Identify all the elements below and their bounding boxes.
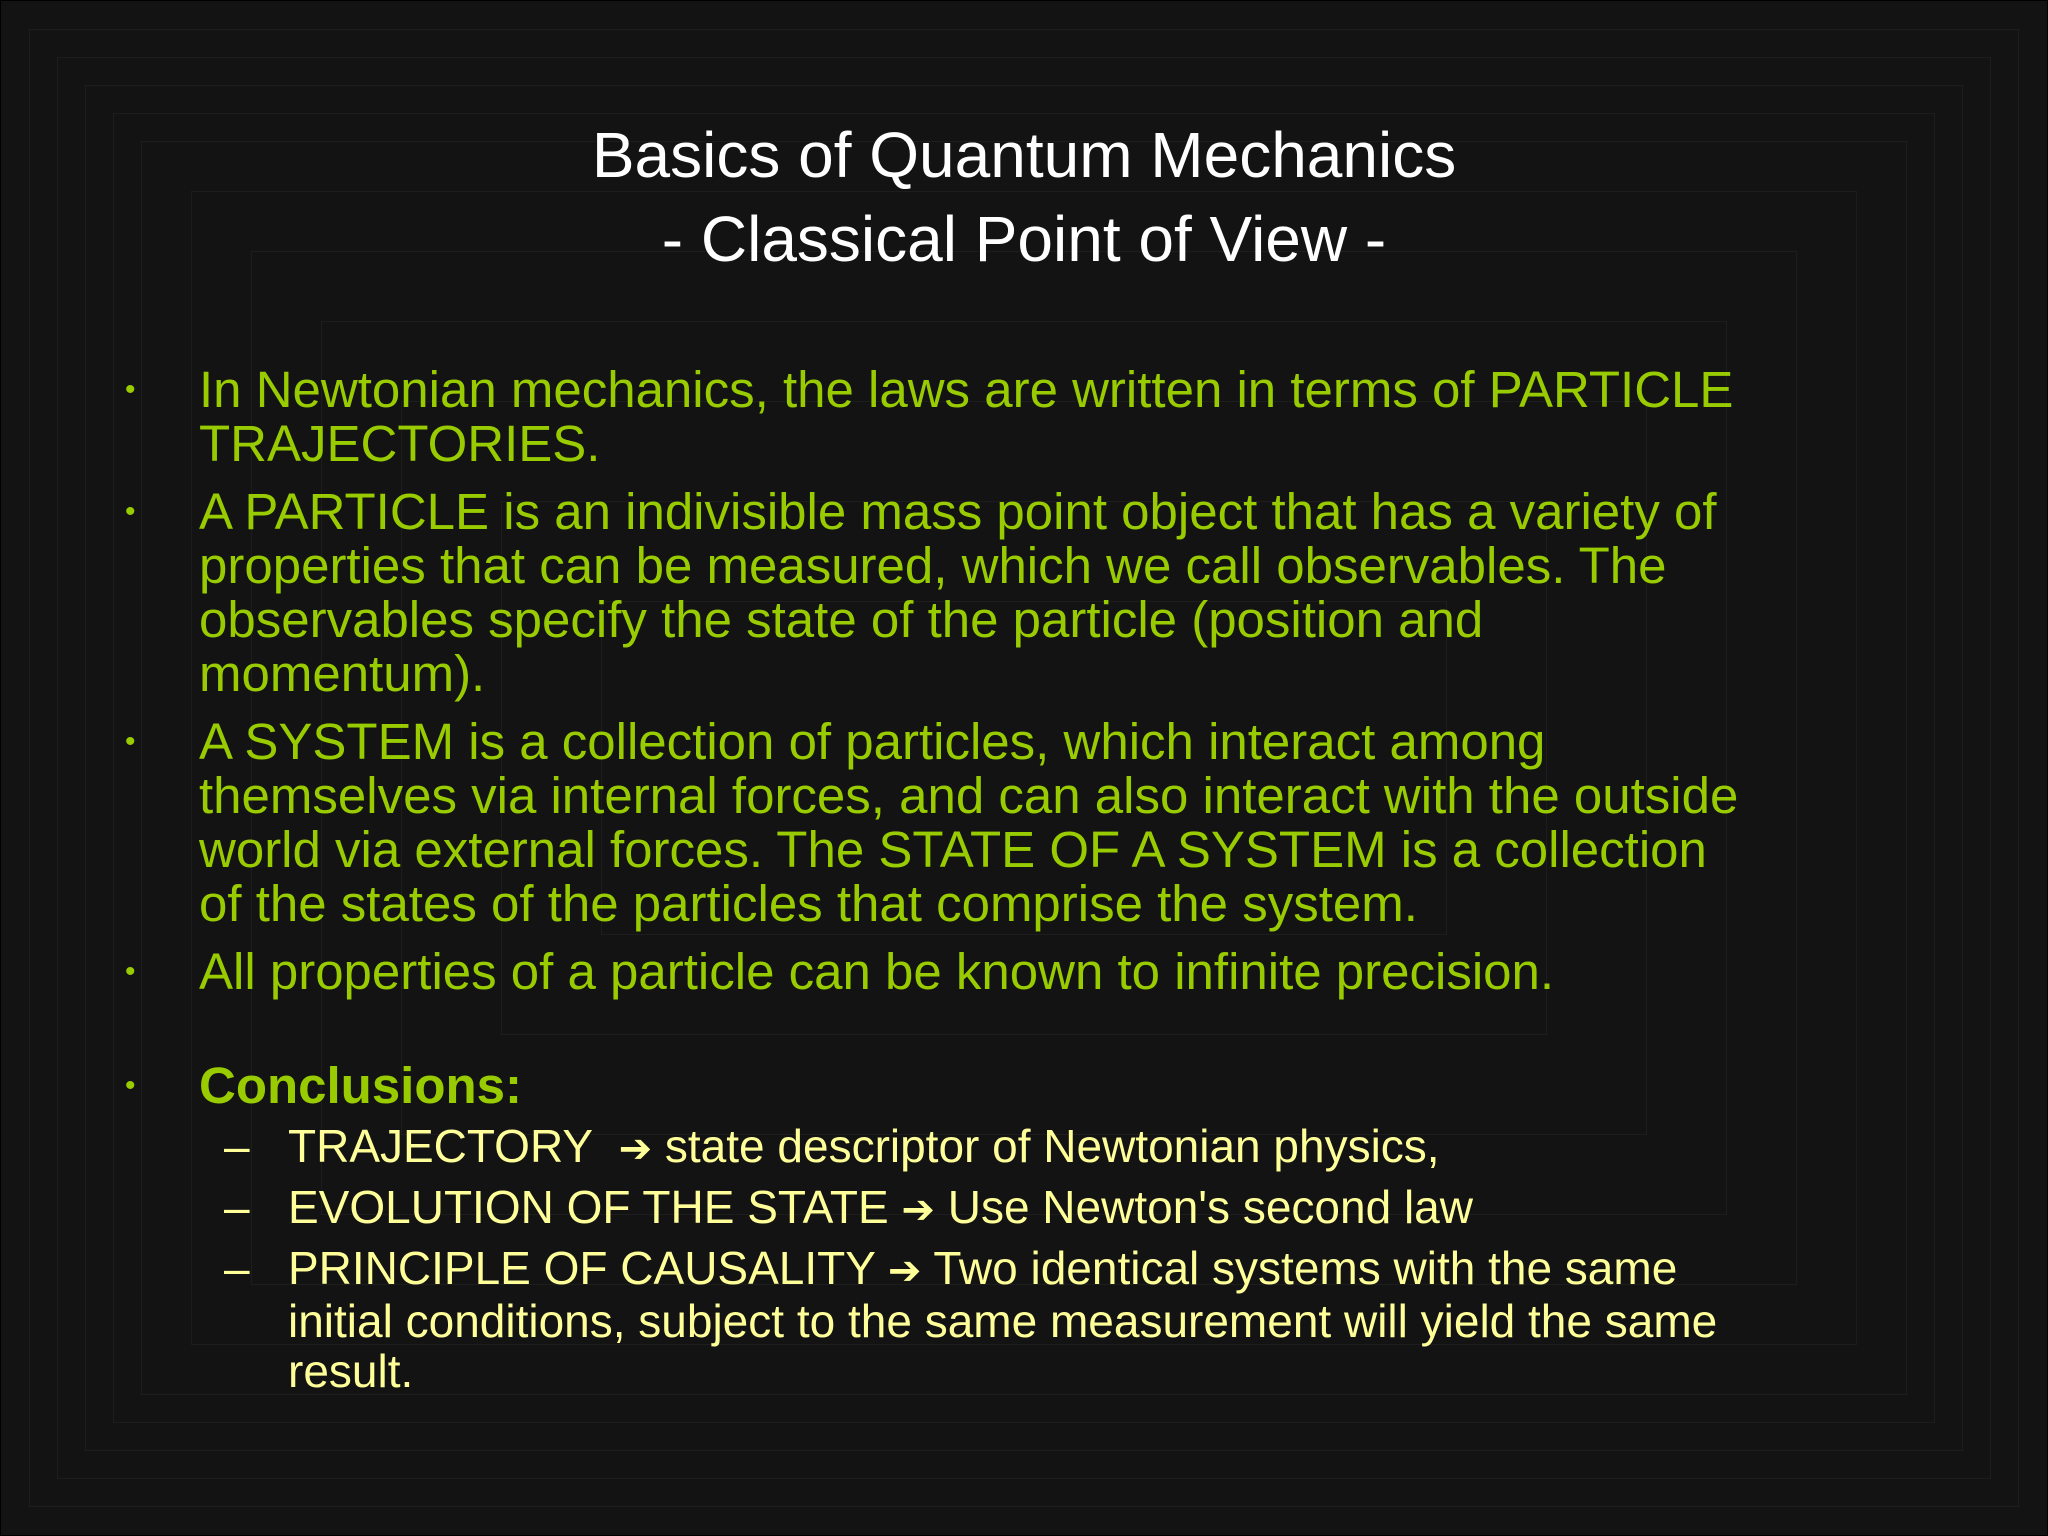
conclusion-text: state descriptor of Newtonian physics, xyxy=(664,1120,1440,1172)
slide-title xyxy=(1,113,2047,281)
conclusion-line xyxy=(288,1243,1919,1296)
bullet-line: world via external forces. The STATE OF A SYSTEM is a collection xyxy=(199,821,1707,878)
bullet-dot: • xyxy=(125,1069,136,1102)
bullet-item xyxy=(1,715,1919,931)
right-arrow-icon: ➔ xyxy=(901,1187,935,1233)
bullet-list xyxy=(1,363,2047,1410)
conclusion-item xyxy=(199,1243,1919,1396)
bullet-item xyxy=(1,485,1919,701)
conclusion-line: initial conditions, subject to the same measurement will yield the same xyxy=(288,1295,1718,1347)
conclusion-text: Two identical systems with the same xyxy=(933,1242,1678,1294)
bullet-line: properties that can be measured, which we call observables. The xyxy=(199,537,1667,594)
sub-dash: – xyxy=(224,1181,250,1233)
conclusion-line: result. xyxy=(288,1345,414,1397)
bullet-item xyxy=(1,945,1919,999)
conclusion-item xyxy=(199,1121,1919,1174)
conclusion-term: PRINCIPLE OF CAUSALITY xyxy=(288,1242,876,1294)
conclusions-item xyxy=(1,1059,1919,1396)
bullet-line: A SYSTEM is a collection of particles, which interact among xyxy=(199,713,1546,770)
bullet-line: In Newtonian mechanics, the laws are written in terms of PARTICLE xyxy=(199,361,1734,418)
bullet-dot: • xyxy=(125,955,136,988)
conclusion-term: TRAJECTORY xyxy=(288,1120,594,1172)
bullet-line: themselves via internal forces, and can also interact with the outside xyxy=(199,767,1739,824)
bullet-dot: • xyxy=(125,725,136,758)
bullet-line: All properties of a particle can be known to infinite precision. xyxy=(199,943,1555,1000)
bullet-line: TRAJECTORIES. xyxy=(199,415,601,472)
bullet-item xyxy=(1,363,1919,471)
right-arrow-icon: ➔ xyxy=(887,1248,922,1294)
bullet-line: observables specify the state of the particle (position and xyxy=(199,591,1484,648)
bullet-line: of the states of the particles that comprise the system. xyxy=(199,875,1418,932)
conclusion-text: Use Newton's second law xyxy=(947,1181,1473,1233)
conclusions-label: Conclusions: xyxy=(199,1057,523,1114)
conclusion-item xyxy=(199,1182,1919,1235)
title-line-1: Basics of Quantum Mechanics xyxy=(591,119,1457,191)
sub-dash: – xyxy=(224,1242,250,1294)
bullet-dot: • xyxy=(125,373,136,406)
conclusion-line xyxy=(288,1121,1919,1174)
bullet-dot: • xyxy=(125,495,136,528)
bullet-line: A PARTICLE is an indivisible mass point object that has a variety of xyxy=(199,483,1717,540)
bullet-line: momentum). xyxy=(199,645,486,702)
right-arrow-icon: ➔ xyxy=(618,1126,653,1172)
title-line-2: - Classical Point of View - xyxy=(661,203,1387,275)
sub-dash: – xyxy=(224,1120,250,1172)
conclusion-line xyxy=(288,1182,1919,1235)
conclusions-list xyxy=(199,1121,1919,1396)
conclusion-term: EVOLUTION OF THE STATE xyxy=(288,1181,889,1233)
